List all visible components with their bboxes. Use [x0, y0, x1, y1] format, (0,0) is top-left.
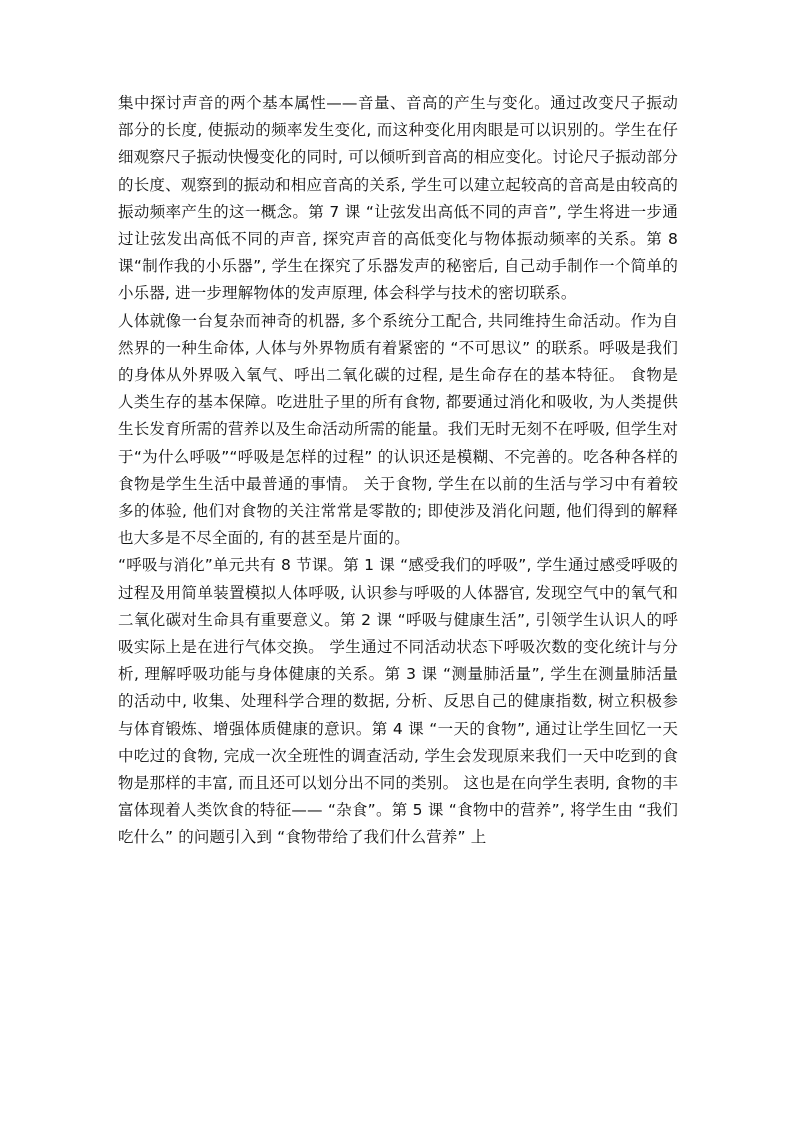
paragraph-human-body-intro: 人体就像一台复杂而神奇的机器, 多个系统分工配合, 共同维持生命活动。作为自然界的一种生命体, 人体与外界物质有着紧密的 “不可思议” 的联系。呼吸是我们的身体从外界吸入氧气、呼出二氧化碳的过程, 是生命存在的基本特征。 食物是人类生存的基本保障。吃进肚子里的所有食物, 都要通过消化和吸收, 为人类提供生长发育所需的营养以及生命活动所需的能量。我们无时无刻不在呼吸, 但学生对于“为什么呼吸”“呼吸是怎样的过程” 的认识还是模糊、不完善的。吃各种各样的食物是学生生活中最普通的事情。 关于食物, 学生在以前的生活与学习中有着较多的体验, 他们对食物的关注常常是零散的; 即使涉及消化问题, 他们得到的解释也大多是不尽全面的, 有的甚至是片面的。 — [118, 311, 678, 548]
paragraph-sound-lessons: 集中探讨声音的两个基本属性——音量、音高的产生与变化。通过改变尺子振动部分的长度, 使振动的频率发生变化, 而这种变化用肉眼是可以识别的。学生在仔细观察尺子振动快慢变化的同时, 可以倾听到音高的相应变化。讨论尺子振动部分的长度、观察到的振动和相应音高的关系, 学生可以建立起较高的音高是由较高的振动频率产生的这一概念。第 7 课 “让弦发出高低不同的声音”, 学生将进一步通过让弦发出高低不同的声音, 探究声音的高低变化与物体振动频率的关系。第 8 课“制作我的小乐器”, 学生在探究了乐器发声的秘密后, 自己动手制作一个简单的小乐器, 进一步理解物体的发声原理, 体会科学与技术的密切联系。 — [118, 94, 678, 303]
document-body — [118, 90, 678, 852]
paragraph-breathing-digestion-unit: “呼吸与消化”单元共有 8 节课。第 1 课 “感受我们的呼吸”, 学生通过感受呼吸的过程及用简单装置模拟人体呼吸, 认识参与呼吸的人体器官, 发现空气中的氧气和二氧化碳对生命具有重要意义。第 2 课 “呼吸与健康生活”, 引领学生认识人的呼吸实际上是在进行气体交换。 学生通过不同活动状态下呼吸次数的变化统计与分析, 理解呼吸功能与身体健康的关系。第 3 课 “测量肺活量”, 学生在测量肺活量的活动中, 收集、处理科学合理的数据, 分析、反思自己的健康指数, 树立积极参与体育锻炼、增强体质健康的意识。第 4 课 “一天的食物”, 通过让学生回忆一天中吃过的食物, 完成一次全班性的调查活动, 学生会发现原来我们一天中吃到的食物是那样的丰富, 而且还可以划分出不同的类别。 这也是在向学生表明, 食物的丰富体现着人类饮食的特征—— “杂食”。第 5 课 “食物中的营养”, 将学生由 “我们吃什么” 的问题引入到 “食物带给了我们什么营养” 上 — [118, 556, 678, 847]
